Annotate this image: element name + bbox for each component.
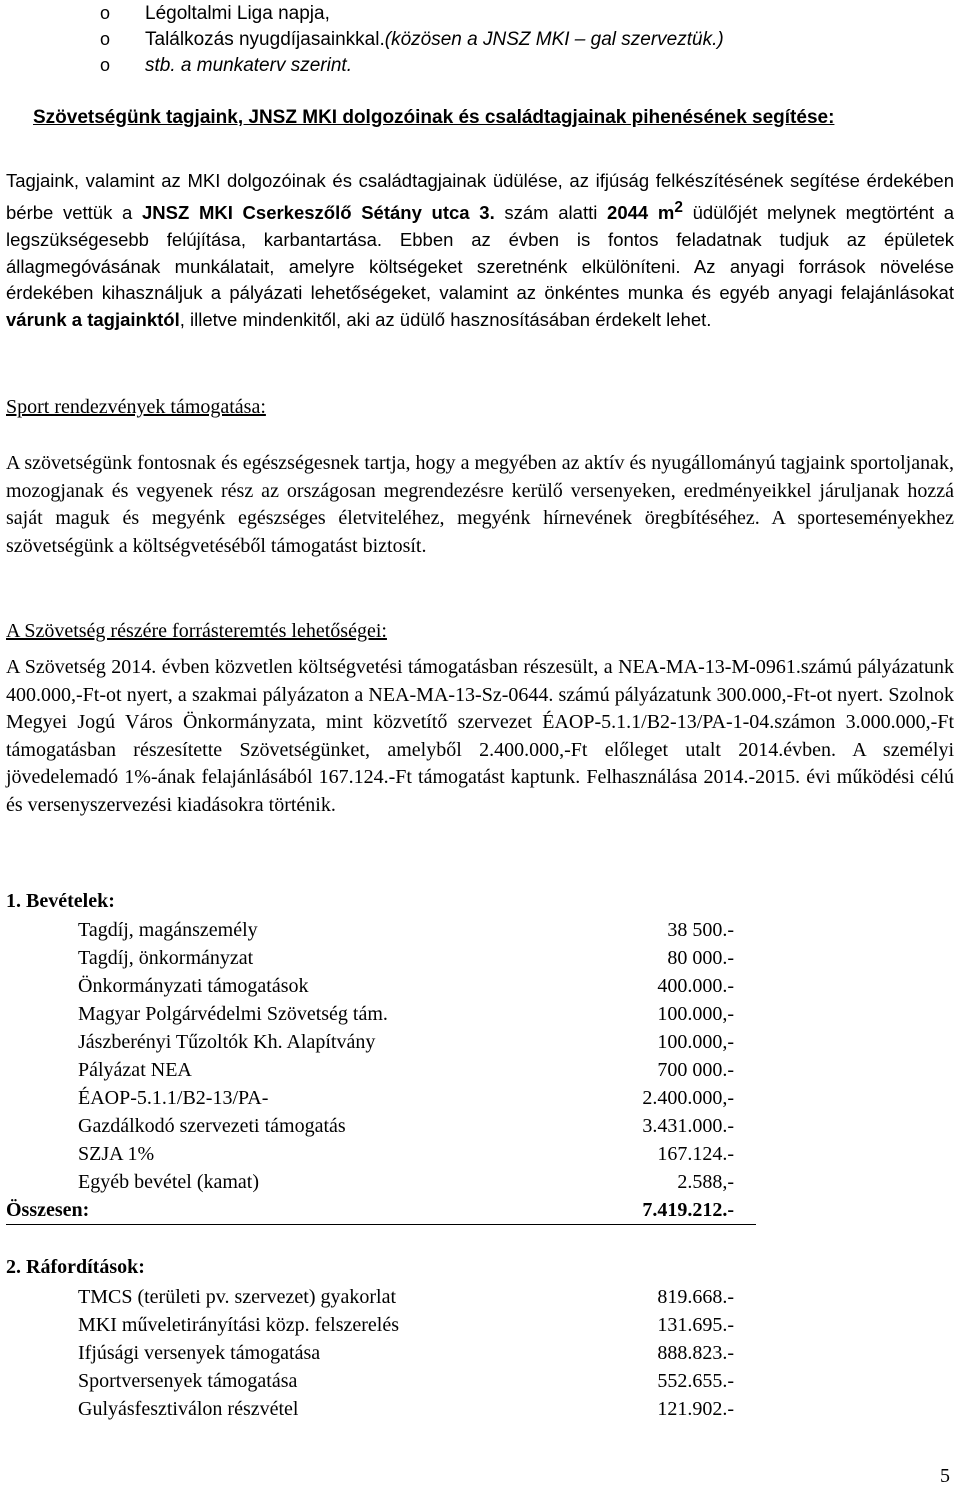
area-superscript: 2 (674, 198, 683, 216)
bullet-text: Légoltalmi Liga napja, (145, 3, 330, 24)
section-title-funding: A Szövetség részére forrásteremtés lehetőségei: (6, 620, 387, 642)
row-label: ÉAOP-5.1.1/B2-13/PA- (78, 1087, 269, 1109)
bullet-item (100, 0, 940, 26)
section-heading-support: Szövetségünk tagjaink, JNSZ MKI dolgozóinak és családtagjainak pihenésének segítése: (33, 107, 835, 128)
table-row (6, 1395, 756, 1423)
table-row (6, 1112, 756, 1140)
row-amount: 888.823.- (657, 1342, 734, 1364)
row-label: Egyéb bevétel (kamat) (78, 1171, 260, 1193)
table-row (6, 1028, 756, 1056)
emphasis-bold: várunk a tagjainktól (6, 309, 180, 331)
row-label: Sportversenyek támogatása (78, 1370, 298, 1392)
bullet-item (100, 52, 940, 78)
row-label: Gulyásfesztiválon részvétel (78, 1398, 299, 1420)
table-row (6, 1000, 756, 1028)
table-row (6, 1283, 756, 1311)
table-row (6, 1056, 756, 1084)
text-run: Tagjaink, valamint az MKI dolgozóinak és családtagjainak üdülése, az ifjúság felkészítésének segítése érdekében bérbe vettük a (6, 170, 954, 223)
bullet-item (100, 26, 940, 52)
row-label: Pályázat NEA (78, 1059, 192, 1081)
bullet-list (100, 0, 940, 78)
area-bold: 2044 m (607, 201, 675, 223)
row-label: Tagdíj, magánszemély (78, 919, 258, 941)
row-label: Jászberényi Tűzoltók Kh. Alapítvány (78, 1031, 376, 1053)
row-label: Gazdálkodó szervezeti támogatás (78, 1115, 346, 1137)
row-amount: 2.588,- (677, 1171, 734, 1193)
paragraph-sport: A szövetségünk fontosnak és egészségesnek tartja, hogy a megyében az aktív és nyugállományú tagjaink sportoljanak, mozogjanak és vegyenek rész az országosan megrendezésre kerülő versenyeken, eredményeikkel járuljanak hozzá saját maguk és megyénk egészséges életviteléhez, megyénk hírnevének öregbítéséhez. A sporteseményekhez szövetségünk a költségvetéséből támogatást biztosít. (6, 452, 954, 557)
row-label: MKI műveletirányítási közp. felszerelés (78, 1314, 399, 1336)
row-amount: 121.902.- (657, 1398, 734, 1420)
row-label: SZJA 1% (78, 1143, 155, 1165)
row-amount: 819.668.- (657, 1286, 734, 1308)
text-run: , illetve mindenkitől, aki az üdülő hasznosításában érdekelt lehet. (179, 309, 712, 331)
table-row (6, 1311, 756, 1339)
table-row (6, 916, 756, 944)
row-amount: 100.000,- (657, 1031, 734, 1053)
text-run: üdülőjét melynek megtörtént a legszükségesebb felújítása, karbantartása. (6, 201, 955, 250)
row-label: Ifjúsági versenyek támogatása (78, 1342, 321, 1364)
expenses-table (6, 1283, 756, 1423)
table-row (6, 1084, 756, 1112)
table-row (6, 944, 756, 972)
table-row (6, 1339, 756, 1367)
total-amount: 7.419.212.- (584, 1196, 756, 1225)
table-row (6, 1367, 756, 1395)
paragraph-holiday (6, 168, 954, 334)
text-run: Ebben az évben is fontos feladatnak tudjuk az épületek állagmegóvásának munkálatait, amelyre költségeket szeretnénk elkülöníteni. Az anyagi források növelése érdekében kihasználjuk a pályázati lehetőségeket, valamint az önkéntes munka és egyéb anyagi felajánlásokat (6, 228, 955, 304)
address-bold: JNSZ MKI Cserkeszőlő Sétány utca 3. (142, 201, 495, 223)
row-label: Önkormányzati támogatások (78, 975, 309, 997)
row-amount: 80 000.- (667, 947, 734, 969)
row-amount: 167.124.- (657, 1143, 734, 1165)
row-amount: 400.000.- (657, 975, 734, 997)
table-row (6, 1140, 756, 1168)
row-amount: 700 000.- (657, 1059, 734, 1081)
total-label: Összesen: (6, 1196, 584, 1225)
table-row (6, 972, 756, 1000)
row-amount: 100.000,- (657, 1003, 734, 1025)
row-label: Tagdíj, önkormányzat (78, 947, 254, 969)
table-row (6, 1168, 756, 1196)
income-table (6, 916, 756, 1225)
row-label: Magyar Polgárvédelmi Szövetség tám. (78, 1003, 388, 1025)
bullet-text: Találkozás nyugdíjasainkkal. (145, 29, 385, 50)
row-amount: 2.400.000,- (642, 1087, 734, 1109)
bullet-note: stb. a munkaterv szerint. (145, 55, 352, 76)
bullet-mark: o (100, 29, 111, 49)
row-amount: 3.431.000.- (642, 1115, 734, 1137)
bullet-mark: o (100, 3, 111, 23)
expenses-title: 2. Ráfordítások: (6, 1256, 145, 1278)
row-label: TMCS (területi pv. szervezet) gyakorlat (78, 1286, 397, 1308)
section-title-sport: Sport rendezvények támogatása: (6, 396, 266, 418)
total-row (6, 1196, 756, 1225)
paragraph-funding: A Szövetség 2014. évben közvetlen költségvetési támogatásban részesült, a NEA-MA-13-M-0961.számú pályázatunk 400.000,-Ft-ot nyert, a szakmai pályázaton a NEA-MA-13-Sz-0644. számú pályázatunk 300.000,-Ft-ot nyert. Szolnok Megyei Jogú Város Önkormányzata, mint közvetítő szervezet ÉAOP-5.1.1/B2-13/PA-1-04.számon 3.000.000,-Ft támogatásban részesítette Szövetségünket, amelyből 2.400.000,-Ft előleget utalt 2014.évben. A személyi jövedelemadó 1%-ának felajánlásából 167.124.-Ft támogatást kaptunk. Felhasználása 2014.-2015. évi működési célú és versenyszervezési kiadásokra történik. (6, 656, 954, 816)
row-amount: 552.655.- (657, 1370, 734, 1392)
text-run: szám alatti (494, 201, 608, 223)
row-amount: 38 500.- (667, 919, 734, 941)
row-amount: 131.695.- (657, 1314, 734, 1336)
income-title: 1. Bevételek: (6, 890, 115, 912)
bullet-mark: o (100, 55, 111, 75)
page-number: 5 (940, 1465, 950, 1487)
bullet-note: (közösen a JNSZ MKI – gal szerveztük.) (384, 29, 724, 50)
